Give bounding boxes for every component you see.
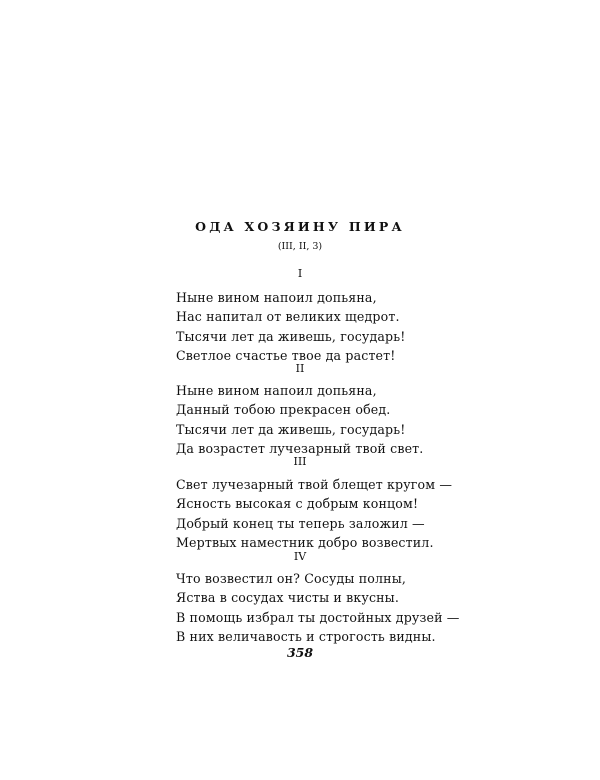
stanza <box>176 569 460 646</box>
stanza <box>176 475 453 552</box>
verse-line: В помощь избрал ты достойных друзей — <box>176 609 460 625</box>
stanza-number: III <box>293 455 307 468</box>
verse-line: В них величавость и строгость видны. <box>176 628 436 644</box>
verse-line: Мертвых наместник добро возвестил. <box>176 534 434 550</box>
verse-line: Ныне вином напоил допьяна, <box>176 290 377 305</box>
verse-line: Свет лучезарный твой блещет кругом — <box>176 477 453 492</box>
verse-line: Ясность высокая с добрым концом! <box>176 496 419 512</box>
stanza-number: I <box>297 267 303 280</box>
verse-line: Что возвестил он? Сосуды полны, <box>176 571 407 586</box>
stanza <box>176 381 436 458</box>
verse-line: Да возрастет лучезарный твой свет. <box>176 440 424 456</box>
verse-line: Тысячи лет да живешь, государь! <box>176 421 406 437</box>
page-number: 358 <box>286 645 314 660</box>
verse-line: Тысячи лет да живешь, государь! <box>176 328 406 344</box>
verse-line: Нас напитал от великих щедрот. <box>176 309 400 325</box>
poem-title: ОДА ХОЗЯИНУ ПИРА <box>195 219 405 234</box>
verse-line: Ныне вином напоил допьяна, <box>176 383 377 398</box>
stanza-number: IV <box>293 550 307 563</box>
verse-line: Добрый конец ты теперь заложил — <box>176 515 425 531</box>
poem-reference: (III, II, 3) <box>277 241 323 252</box>
verse-line: Яства в сосудах чисты и вкусны. <box>176 590 400 606</box>
verse-line: Данный тобою прекрасен обед. <box>176 402 391 418</box>
verse-line: Светлое счастье твое да растет! <box>176 347 396 363</box>
stanza <box>176 288 436 365</box>
stanza-number: II <box>295 362 305 375</box>
